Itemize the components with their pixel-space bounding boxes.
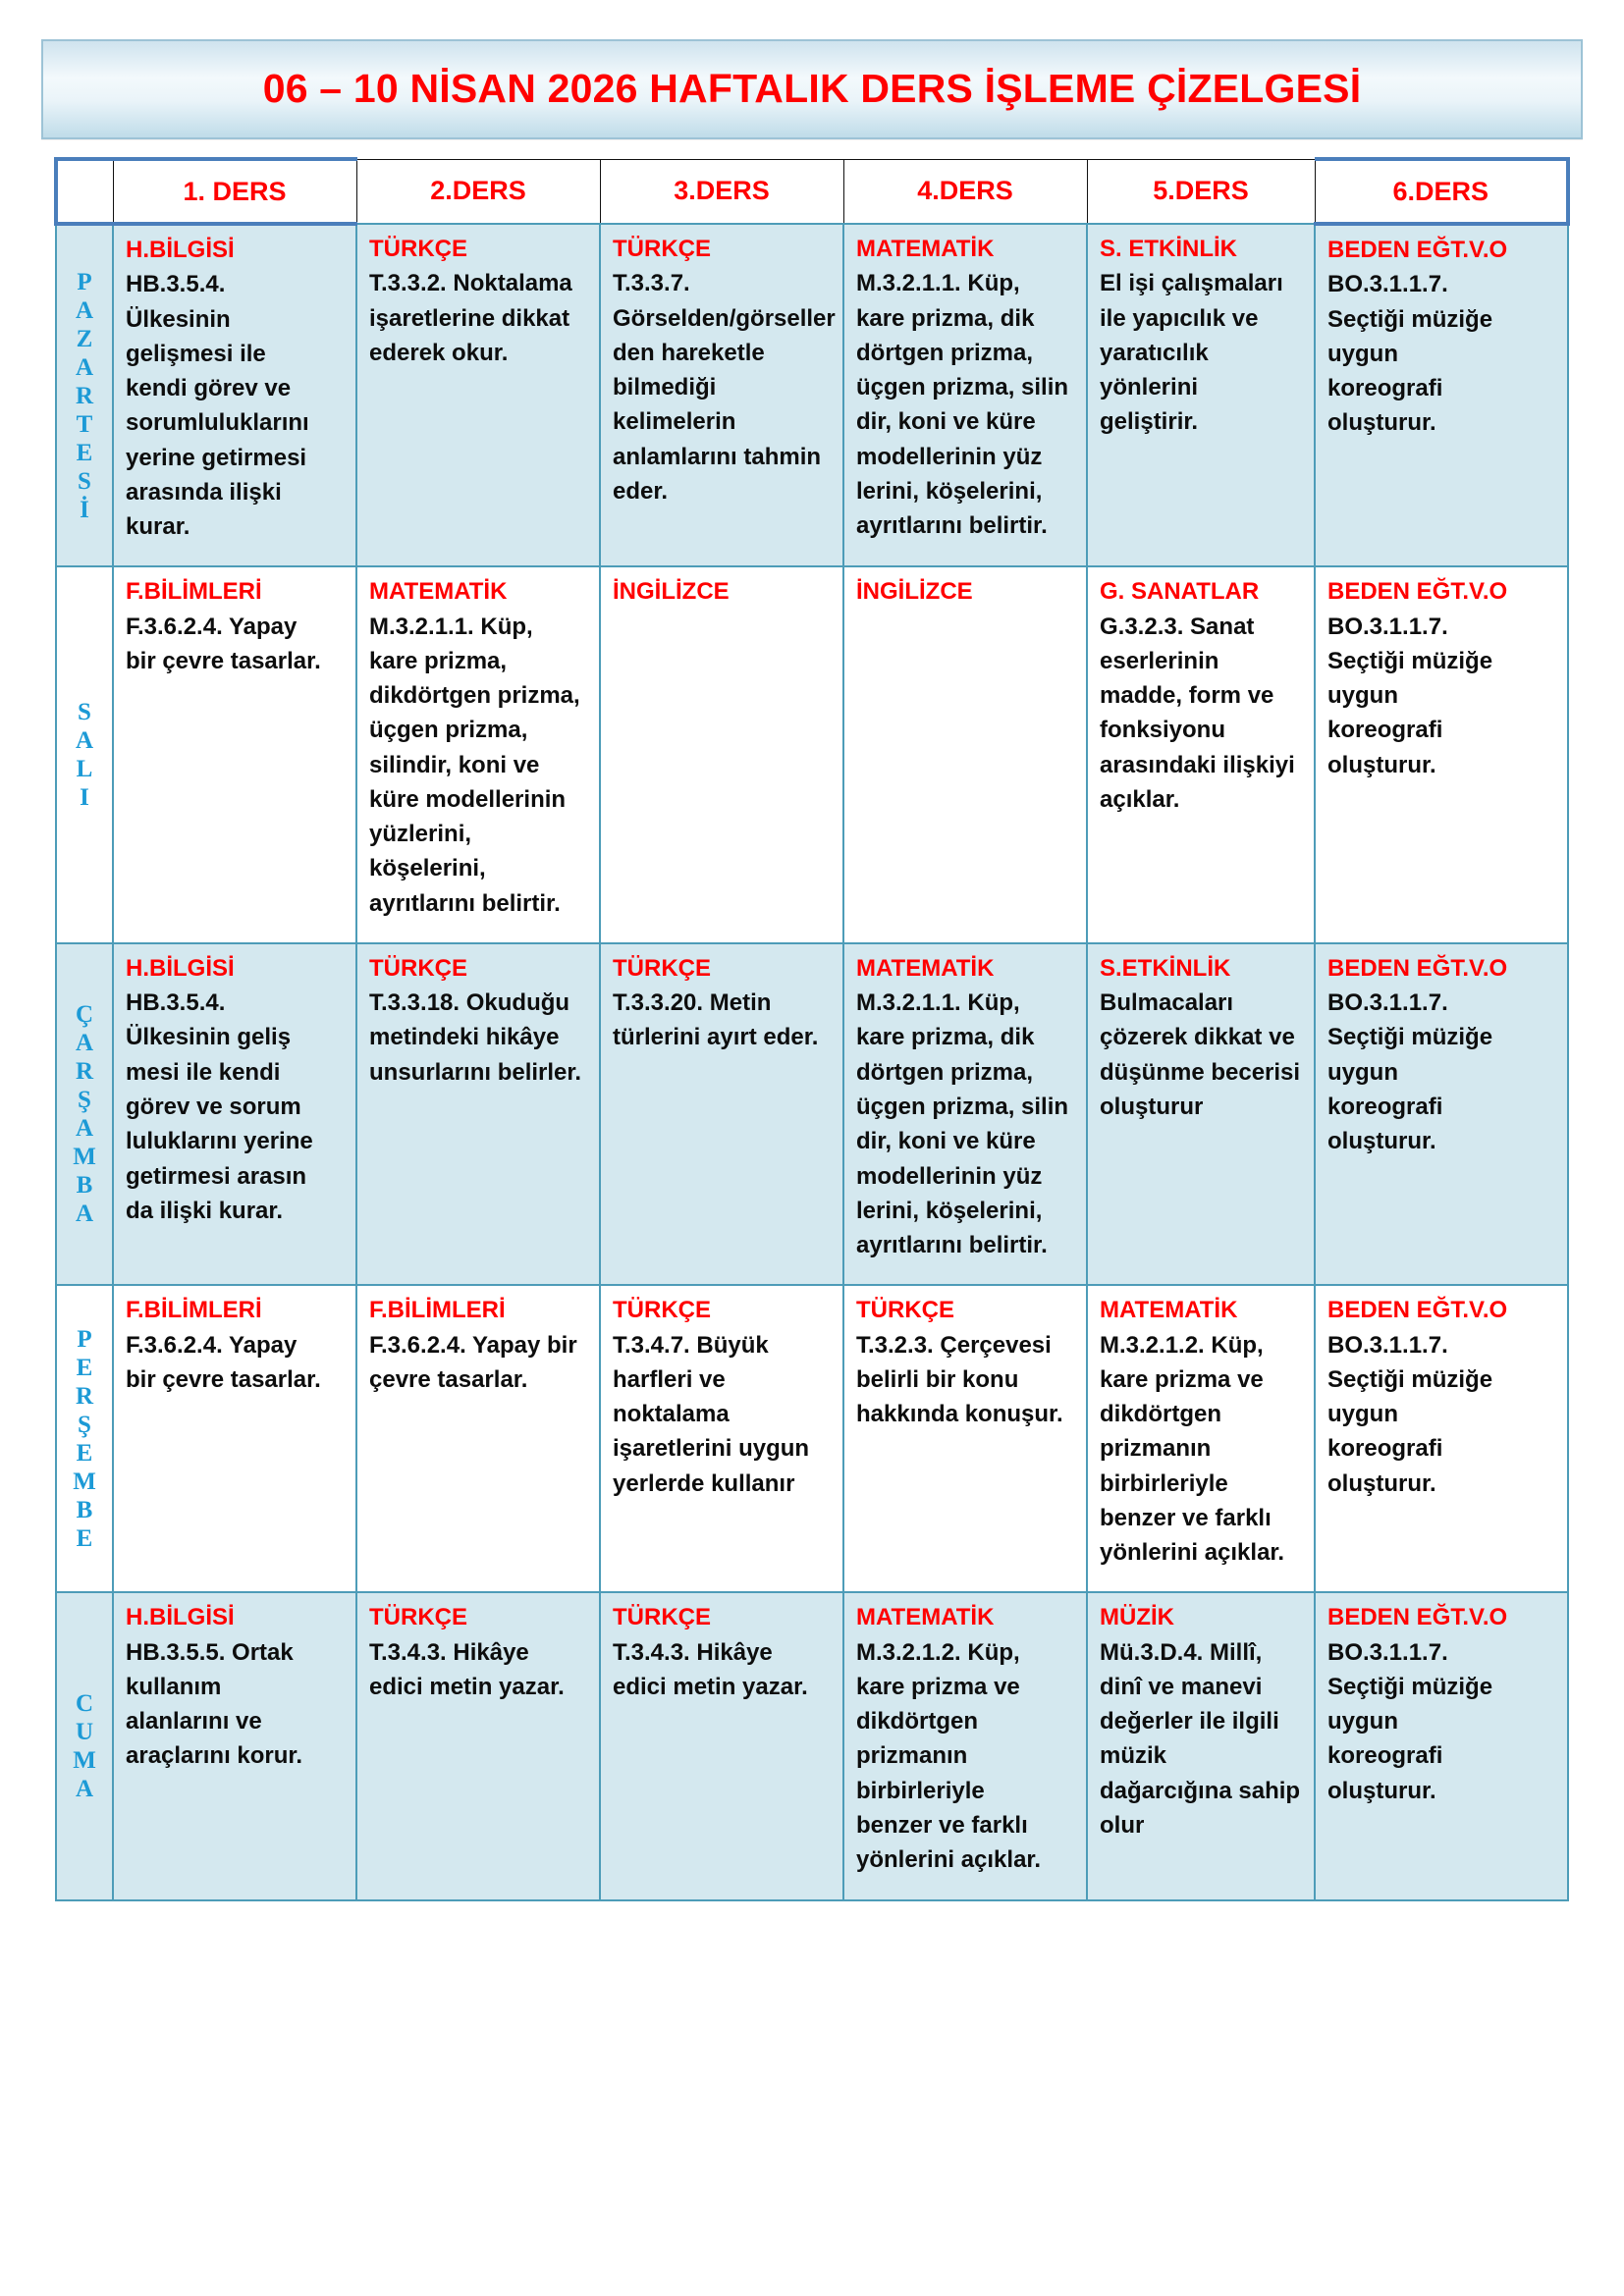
outcome-line: çözerek dikkat ve [1100, 1024, 1295, 1051]
day-letter: P [77, 1325, 92, 1353]
outcome-line: yönlerini [1100, 374, 1199, 401]
day-label-cell [56, 1592, 113, 1899]
outcome-line: kare prizma, dik [856, 1024, 1035, 1051]
outcome-line: uygun [1327, 1708, 1398, 1735]
outcome-line: Seçtiği müziğe [1327, 1365, 1493, 1393]
lesson-subject: TÜRKÇE [369, 954, 467, 982]
lesson-outcome [613, 986, 833, 1055]
lesson-subject: H.BİLGİSİ [126, 1604, 235, 1631]
day-letter: T [76, 410, 93, 438]
lesson-outcome [856, 986, 1076, 1262]
outcome-line: T.3.3.2. Noktalama [369, 270, 572, 297]
lesson-cell [600, 943, 843, 1285]
outcome-line: yaratıcılık [1100, 339, 1209, 366]
lesson-subject: BEDEN EĞT.V.O [1327, 1604, 1508, 1631]
day-letter: A [75, 1775, 94, 1802]
outcome-line: T.3.3.20. Metin [613, 989, 772, 1017]
lesson-outcome [369, 610, 589, 921]
header-row [56, 159, 1568, 224]
outcome-line: silindir, koni ve [369, 751, 540, 778]
outcome-line: Görselden/görseller [613, 304, 836, 332]
outcome-line: benzer ve farklı [856, 1812, 1028, 1839]
lesson-cell [113, 1285, 356, 1592]
outcome-line: M.3.2.1.1. Küp, [369, 613, 533, 640]
outcome-line: BO.3.1.1.7. [1327, 613, 1448, 640]
outcome-line: M.3.2.1.1. Küp, [856, 989, 1020, 1017]
lesson-outcome [1100, 1635, 1304, 1843]
lesson-subject: BEDEN EĞT.V.O [1327, 954, 1508, 982]
outcome-line: ayrıtlarını belirtir. [856, 512, 1048, 540]
outcome-line: görev ve sorum [126, 1094, 301, 1121]
outcome-line: F.3.6.2.4. Yapay bir [369, 1331, 577, 1359]
outcome-line: üçgen prizma, silin [856, 374, 1069, 401]
outcome-line: prizmanın [856, 1742, 968, 1770]
outcome-line: türlerini ayırt eder. [613, 1024, 819, 1051]
day-letter: B [76, 1496, 93, 1523]
outcome-line: üçgen prizma, [369, 717, 528, 744]
outcome-line: M.3.2.1.2. Küp, [856, 1638, 1020, 1666]
outcome-line: edici metin yazar. [369, 1673, 565, 1700]
outcome-line: koreografi [1327, 717, 1443, 744]
outcome-line: geliştirir. [1100, 408, 1199, 436]
lesson-subject: BEDEN EĞT.V.O [1327, 1297, 1508, 1324]
outcome-line: açıklar. [1100, 785, 1180, 813]
lesson-subject: BEDEN EĞT.V.O [1327, 237, 1508, 263]
outcome-line: T.3.4.7. Büyük [613, 1331, 769, 1359]
lesson-subject: TÜRKÇE [856, 1297, 954, 1324]
outcome-line: bir çevre tasarlar. [126, 647, 321, 674]
outcome-line: M.3.2.1.1. Küp, [856, 270, 1020, 297]
lesson-cell [843, 566, 1087, 943]
lesson-subject: MATEMATİK [856, 954, 995, 982]
outcome-line: oluşturur. [1327, 1777, 1436, 1804]
lesson-subject: TÜRKÇE [613, 954, 711, 982]
outcome-line: müzik [1100, 1742, 1167, 1770]
day-letter: A [75, 296, 94, 324]
outcome-line: olur [1100, 1812, 1145, 1839]
outcome-line: koreografi [1327, 1094, 1443, 1121]
outcome-line: yerlerde kullanır [613, 1469, 795, 1497]
day-label-cell [56, 943, 113, 1285]
lesson-outcome [1327, 1328, 1557, 1501]
day-letter: E [76, 439, 93, 466]
lesson-outcome [1327, 267, 1557, 440]
lesson-outcome [613, 1328, 833, 1501]
outcome-line: kullanım [126, 1673, 222, 1700]
outcome-line: lerini, köşelerini, [856, 1197, 1043, 1224]
lesson-cell [600, 1285, 843, 1592]
outcome-line: M.3.2.1.2. Küp, [1100, 1331, 1264, 1359]
lesson-outcome [1100, 1328, 1304, 1571]
lesson-outcome [126, 1328, 346, 1398]
lesson-subject: S.ETKİNLİK [1100, 954, 1231, 982]
outcome-line: köşelerini, [369, 855, 486, 882]
outcome-line: Bulmacaları [1100, 989, 1234, 1017]
outcome-line: dikdörtgen prizma, [369, 682, 580, 710]
lesson-subject: TÜRKÇE [613, 1604, 711, 1631]
lesson-cell [843, 224, 1087, 566]
outcome-line: arasında ilişki [126, 478, 282, 506]
lesson-outcome [369, 266, 589, 370]
outcome-line: arasındaki ilişkiyi [1100, 751, 1295, 778]
lesson-subject: TÜRKÇE [369, 236, 467, 262]
outcome-line: kendi görev ve [126, 375, 292, 402]
day-letter: S [78, 699, 91, 726]
lesson-cell [1315, 566, 1568, 943]
lesson-cell [1087, 224, 1315, 566]
lesson-cell [113, 1592, 356, 1899]
day-letter: P [77, 268, 92, 295]
outcome-line: belirli bir konu [856, 1365, 1019, 1393]
lesson-cell [1087, 566, 1315, 943]
outcome-line: yüzlerini, [369, 821, 472, 848]
day-letter: I [80, 784, 89, 812]
outcome-line: eder. [613, 477, 669, 505]
lesson-subject: H.BİLGİSİ [126, 237, 235, 263]
outcome-line: El işi çalışmaları [1100, 270, 1283, 297]
day-letter: R [75, 1058, 94, 1086]
outcome-line: G.3.2.3. Sanat [1100, 613, 1255, 640]
lesson-subject: MÜZİK [1100, 1604, 1174, 1631]
day-letter: E [76, 1439, 93, 1467]
outcome-line: HB.3.5.4. [126, 271, 226, 298]
lesson-outcome [1327, 610, 1557, 782]
day-letter: R [75, 1382, 94, 1410]
lesson-cell [356, 1592, 600, 1899]
schedule-table-wrap [33, 157, 1591, 1901]
lesson-subject: F.BİLİMLERİ [126, 578, 262, 606]
day-letter: S [78, 467, 91, 495]
lesson-outcome [856, 266, 1076, 543]
outcome-line: luluklarını yerine [126, 1128, 313, 1155]
outcome-line: yönlerini açıklar. [856, 1846, 1042, 1874]
outcome-line: BO.3.1.1.7. [1327, 1638, 1448, 1666]
day-label-çarşamba [57, 1000, 112, 1228]
outcome-line: metindeki hikâye [369, 1024, 560, 1051]
outcome-line: değerler ile ilgili [1100, 1708, 1279, 1735]
lesson-outcome [126, 1635, 346, 1774]
lesson-outcome [369, 986, 589, 1090]
outcome-line: Ülkesinin geliş [126, 1024, 292, 1051]
outcome-line: birbirleriyle [856, 1777, 985, 1804]
outcome-line: alanlarını ve [126, 1708, 262, 1735]
day-letter: L [76, 756, 93, 783]
outcome-line: madde, form ve [1100, 682, 1274, 710]
schedule-row [56, 1285, 1568, 1592]
lesson-outcome [1100, 986, 1304, 1124]
lesson-subject: MATEMATİK [369, 578, 508, 606]
schedule-row [56, 1592, 1568, 1899]
outcome-line: gelişmesi ile [126, 340, 266, 367]
day-letter: Ç [75, 1001, 94, 1029]
outcome-line: lerini, köşelerini, [856, 477, 1043, 505]
day-letter: Z [76, 325, 93, 352]
lesson-subject: İNGİLİZCE [613, 578, 730, 606]
outcome-line: küre modellerinin [369, 785, 567, 813]
lesson-cell [843, 1592, 1087, 1899]
lesson-cell [1087, 943, 1315, 1285]
outcome-line: kurar. [126, 513, 190, 541]
outcome-line: oluşturur. [1327, 1469, 1436, 1497]
outcome-line: BO.3.1.1.7. [1327, 989, 1448, 1017]
outcome-line: den hareketle [613, 339, 765, 366]
outcome-line: Seçtiği müziğe [1327, 1673, 1493, 1700]
outcome-line: harfleri ve [613, 1365, 726, 1393]
lesson-outcome [126, 610, 346, 679]
lesson-subject: MATEMATİK [1100, 1297, 1238, 1324]
outcome-line: oluşturur. [1327, 1128, 1436, 1155]
lesson-outcome [1100, 266, 1304, 439]
outcome-line: sorumluluklarını [126, 409, 309, 437]
outcome-line: F.3.6.2.4. Yapay [126, 613, 298, 640]
outcome-line: bir çevre tasarlar. [126, 1365, 321, 1393]
lesson-outcome [126, 986, 346, 1228]
outcome-line: bilmediği [613, 374, 717, 401]
outcome-line: uygun [1327, 1058, 1398, 1086]
lesson-cell [600, 566, 843, 943]
outcome-line: unsurlarını belirler. [369, 1058, 582, 1086]
outcome-line: ederek okur. [369, 339, 509, 366]
outcome-line: benzer ve farklı [1100, 1504, 1272, 1531]
lesson-cell [113, 224, 356, 566]
outcome-line: F.3.6.2.4. Yapay [126, 1331, 298, 1359]
outcome-line: T.3.4.3. Hikâye [613, 1638, 773, 1666]
day-label-sali [57, 698, 112, 812]
lesson-outcome [613, 266, 836, 508]
lesson-cell [1315, 943, 1568, 1285]
day-letter: B [76, 1172, 93, 1200]
lesson-subject: BEDEN EĞT.V.O [1327, 578, 1508, 606]
column-header-lesson-6: 6.DERS [1315, 159, 1568, 224]
outcome-line: Seçtiği müziğe [1327, 1024, 1493, 1051]
outcome-line: araçlarını korur. [126, 1742, 303, 1770]
outcome-line: yönlerini açıklar. [1100, 1539, 1285, 1567]
outcome-line: BO.3.1.1.7. [1327, 271, 1448, 298]
lesson-cell [356, 943, 600, 1285]
lesson-outcome [369, 1635, 589, 1705]
lesson-outcome [856, 1635, 1076, 1878]
outcome-line: oluşturur. [1327, 409, 1436, 437]
outcome-line: yerine getirmesi [126, 444, 307, 471]
day-letter: Ş [78, 1087, 91, 1114]
outcome-line: dikdörtgen [1100, 1401, 1221, 1428]
day-letter: M [73, 1144, 96, 1171]
outcome-line: da ilişki kurar. [126, 1197, 284, 1224]
outcome-line: oluşturur. [1327, 751, 1436, 778]
outcome-line: eserlerinin [1100, 647, 1219, 674]
outcome-line: uygun [1327, 1401, 1398, 1428]
title-banner [41, 39, 1583, 139]
outcome-line: çevre tasarlar. [369, 1365, 528, 1393]
day-letter: R [75, 382, 94, 409]
lesson-subject: H.BİLGİSİ [126, 954, 235, 982]
day-label-cell [56, 566, 113, 943]
header-corner-cell [56, 159, 113, 224]
outcome-line: fonksiyonu [1100, 717, 1226, 744]
outcome-line: dağarcığına sahip [1100, 1777, 1301, 1804]
outcome-line: Seçtiği müziğe [1327, 647, 1493, 674]
weekly-schedule-table [54, 157, 1570, 1901]
day-letter: İ [80, 496, 89, 523]
day-letter: A [75, 1201, 94, 1228]
lesson-cell [843, 943, 1087, 1285]
outcome-line: dörtgen prizma, [856, 1058, 1034, 1086]
lesson-subject: F.BİLİMLERİ [126, 1297, 262, 1324]
outcome-line: edici metin yazar. [613, 1673, 808, 1700]
outcome-line: Seçtiği müziğe [1327, 305, 1493, 333]
outcome-line: T.3.4.3. Hikâye [369, 1638, 529, 1666]
outcome-line: modellerinin yüz [856, 1162, 1043, 1190]
column-header-lesson-4: 4.DERS [843, 159, 1087, 224]
day-label-cuma [57, 1689, 112, 1803]
day-letter: C [75, 1689, 94, 1717]
day-label-cell [56, 224, 113, 566]
day-letter: A [75, 727, 94, 755]
outcome-line: T.3.3.18. Okuduğu [369, 989, 570, 1017]
lesson-cell [1087, 1592, 1315, 1899]
outcome-line: üçgen prizma, silin [856, 1094, 1069, 1121]
outcome-line: Mü.3.D.4. Millî, [1100, 1638, 1263, 1666]
lesson-outcome [1327, 1635, 1557, 1808]
lesson-outcome [1327, 986, 1557, 1158]
lesson-outcome [613, 1635, 833, 1705]
lesson-outcome [1100, 610, 1304, 818]
day-letter: E [76, 1354, 93, 1381]
outcome-line: HB.3.5.5. Ortak [126, 1638, 294, 1666]
lesson-subject: F.BİLİMLERİ [369, 1297, 506, 1324]
day-letter: A [75, 353, 94, 381]
outcome-line: anlamlarını tahmin [613, 443, 822, 470]
schedule-row [56, 943, 1568, 1285]
outcome-line: kare prizma ve [1100, 1365, 1264, 1393]
lesson-cell [600, 224, 843, 566]
outcome-line: oluşturur [1100, 1094, 1204, 1121]
lesson-cell [356, 566, 600, 943]
lesson-outcome [856, 1328, 1076, 1432]
schedule-row [56, 566, 1568, 943]
outcome-line: kare prizma, dik [856, 304, 1035, 332]
outcome-line: T.3.2.3. Çerçevesi [856, 1331, 1052, 1359]
outcome-line: T.3.3.7. [613, 270, 690, 297]
day-label-perşembe [57, 1325, 112, 1553]
lesson-cell [356, 224, 600, 566]
lesson-cell [1087, 1285, 1315, 1592]
lesson-cell [1315, 1285, 1568, 1592]
day-letter: U [75, 1718, 94, 1745]
lesson-subject: MATEMATİK [856, 1604, 995, 1631]
outcome-line: koreografi [1327, 1435, 1443, 1463]
lesson-subject: MATEMATİK [856, 236, 995, 262]
lesson-subject: TÜRKÇE [369, 1604, 467, 1631]
outcome-line: HB.3.5.4. [126, 989, 226, 1017]
lesson-outcome [369, 1328, 589, 1398]
outcome-line: ayrıtlarını belirtir. [369, 889, 561, 917]
lesson-cell [113, 566, 356, 943]
outcome-line: BO.3.1.1.7. [1327, 1331, 1448, 1359]
outcome-line: noktalama [613, 1401, 730, 1428]
lesson-outcome [126, 267, 346, 544]
column-header-lesson-2: 2.DERS [356, 159, 600, 224]
table-body [56, 224, 1568, 1900]
outcome-line: birbirleriyle [1100, 1469, 1228, 1497]
outcome-line: işaretlerini uygun [613, 1435, 810, 1463]
lesson-subject: TÜRKÇE [613, 236, 711, 262]
outcome-line: prizmanın [1100, 1435, 1212, 1463]
outcome-line: uygun [1327, 340, 1398, 367]
outcome-line: mesi ile kendi [126, 1058, 281, 1086]
day-letter: E [76, 1524, 93, 1552]
lesson-cell [1315, 1592, 1568, 1899]
outcome-line: dinî ve manevi [1100, 1673, 1263, 1700]
schedule-row [56, 224, 1568, 566]
lesson-cell [843, 1285, 1087, 1592]
lesson-subject: İNGİLİZCE [856, 578, 973, 606]
outcome-line: getirmesi arasın [126, 1162, 307, 1190]
day-letter: Ş [78, 1411, 91, 1438]
outcome-line: uygun [1327, 682, 1398, 710]
outcome-line: kare prizma ve [856, 1673, 1020, 1700]
outcome-line: hakkında konuşur. [856, 1401, 1063, 1428]
day-letter: A [75, 1030, 94, 1057]
day-letter: M [73, 1746, 96, 1774]
outcome-line: işaretlerine dikkat [369, 304, 570, 332]
outcome-line: kare prizma, [369, 647, 508, 674]
lesson-cell [1315, 224, 1568, 566]
lesson-cell [356, 1285, 600, 1592]
outcome-line: dörtgen prizma, [856, 339, 1034, 366]
lesson-cell [113, 943, 356, 1285]
lesson-cell [600, 1592, 843, 1899]
outcome-line: dikdörtgen [856, 1708, 978, 1735]
outcome-line: ayrıtlarını belirtir. [856, 1232, 1048, 1259]
lesson-subject: TÜRKÇE [613, 1297, 711, 1324]
column-header-lesson-1: 1. DERS [113, 159, 356, 224]
column-header-lesson-3: 3.DERS [600, 159, 843, 224]
outcome-line: koreografi [1327, 375, 1443, 402]
outcome-line: kelimelerin [613, 408, 736, 436]
page-title: 06 – 10 NİSAN 2026 HAFTALIK DERS İŞLEME ÇİZELGESİ [262, 66, 1362, 112]
lesson-subject: S. ETKİNLİK [1100, 236, 1238, 262]
outcome-line: Ülkesinin [126, 305, 231, 333]
column-header-lesson-5: 5.DERS [1087, 159, 1315, 224]
day-letter: A [75, 1115, 94, 1143]
day-label-cell [56, 1285, 113, 1592]
outcome-line: koreografi [1327, 1742, 1443, 1770]
outcome-line: modellerinin yüz [856, 443, 1043, 470]
outcome-line: ile yapıcılık ve [1100, 304, 1259, 332]
outcome-line: dir, koni ve küre [856, 408, 1036, 436]
outcome-line: düşünme becerisi [1100, 1058, 1301, 1086]
day-label-pazartesi̇ [57, 268, 112, 524]
outcome-line: dir, koni ve küre [856, 1128, 1036, 1155]
day-letter: M [73, 1468, 96, 1495]
table-header [56, 159, 1568, 224]
lesson-subject: G. SANATLAR [1100, 578, 1260, 606]
